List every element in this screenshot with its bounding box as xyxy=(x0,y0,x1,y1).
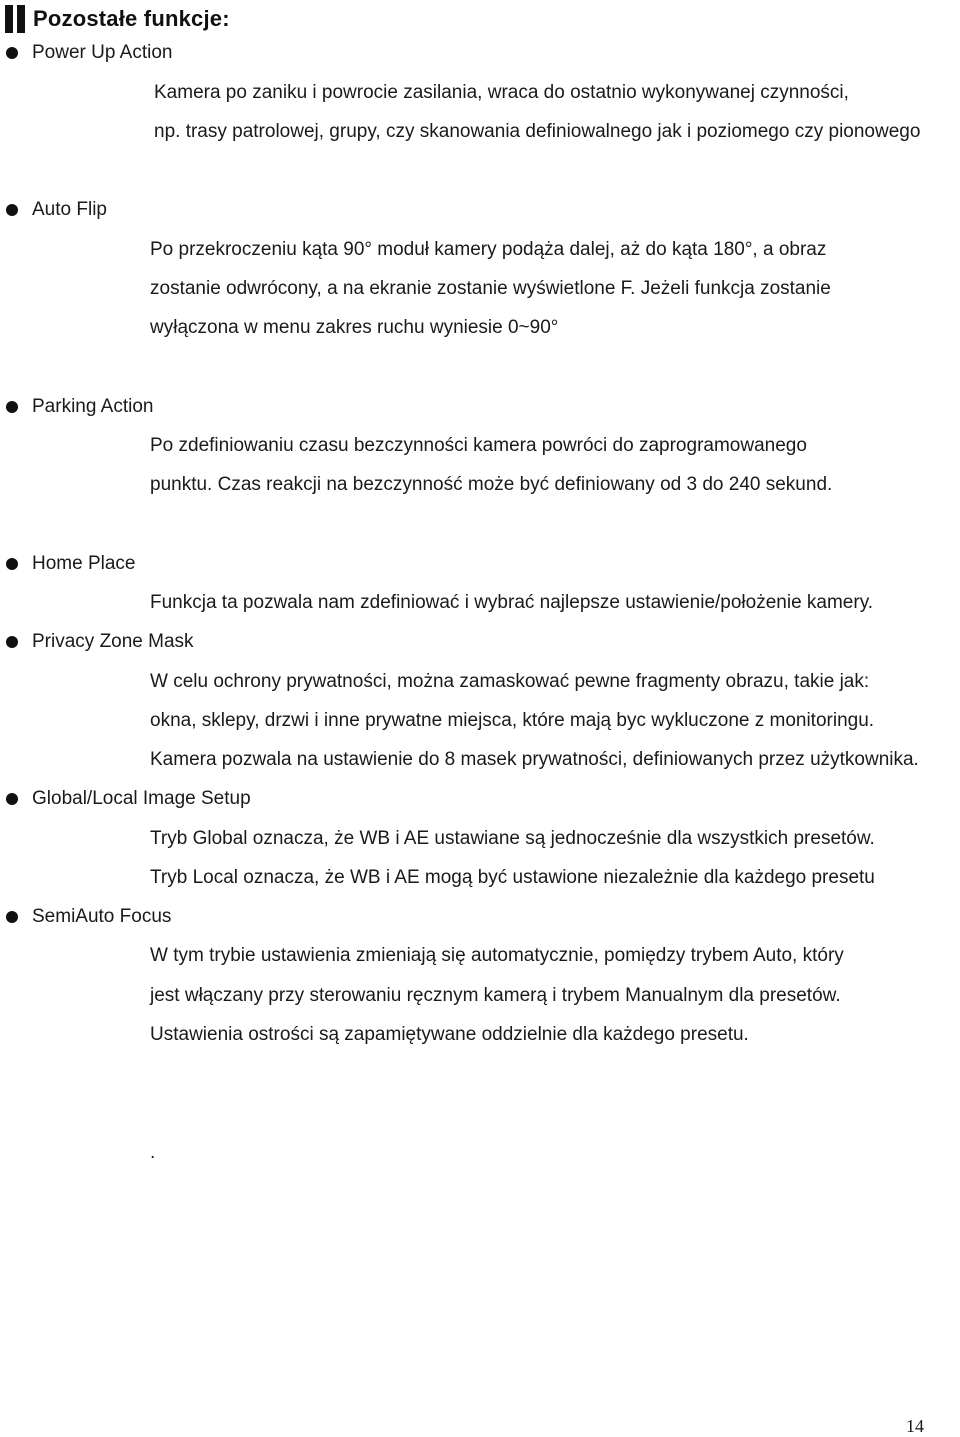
feature-description-line: Po zdefiniowaniu czasu bezczynności kamera powróci do zaprogramowanego xyxy=(150,435,807,456)
feature-label: SemiAuto Focus xyxy=(32,906,172,927)
feature-description-line: Tryb Local oznacza, że WB i AE mogą być ustawione niezależnie dla każdego presetu xyxy=(150,867,875,888)
feature-description-line: W celu ochrony prywatności, można zamaskować pewne fragmenty obrazu, takie jak: xyxy=(150,671,870,692)
bullet-icon xyxy=(6,911,18,923)
bullet-icon xyxy=(6,793,18,805)
header-bars-icon xyxy=(5,5,25,33)
feature-label: Home Place xyxy=(32,553,136,574)
bullet-icon xyxy=(6,47,18,59)
feature-description-line: np. trasy patrolowej, grupy, czy skanowania definiowalnego jak i poziomego czy pionowego xyxy=(154,121,921,142)
feature-description-line: Tryb Global oznacza, że WB i AE ustawiane są jednocześnie dla wszystkich presetów. xyxy=(150,828,875,849)
feature-description-line: Po przekroczeniu kąta 90° moduł kamery podąża dalej, aż do kąta 180°, a obraz xyxy=(150,239,827,260)
trailing-mark: . xyxy=(150,1142,156,1163)
feature-label: Parking Action xyxy=(32,396,154,417)
feature-label: Power Up Action xyxy=(32,42,173,63)
feature-label: Privacy Zone Mask xyxy=(32,631,194,652)
bullet-icon xyxy=(6,558,18,570)
section-header xyxy=(5,4,230,34)
bullet-icon xyxy=(6,204,18,216)
feature-description-line: jest włączany przy sterowaniu ręcznym kamerą i trybem Manualnym dla presetów. xyxy=(150,985,841,1006)
feature-description-line: okna, sklepy, drzwi i inne prywatne miejsca, które mają byc wykluczone z monitoringu. xyxy=(150,710,875,731)
feature-semiauto-focus xyxy=(6,905,171,929)
feature-description-line: wyłączona w menu zakres ruchu wyniesie 0~90° xyxy=(150,317,559,338)
feature-description-line: Kamera po zaniku i powrocie zasilania, wraca do ostatnio wykonywanej czynności, xyxy=(154,82,849,103)
page-number: 14 xyxy=(906,1416,924,1436)
feature-home-place xyxy=(6,552,136,576)
bullet-icon xyxy=(6,401,18,413)
feature-label: Global/Local Image Setup xyxy=(32,788,251,809)
feature-description-line: Kamera pozwala na ustawienie do 8 masek prywatności, definiowanych przez użytkownika. xyxy=(150,749,919,770)
feature-global-local-image-setup xyxy=(6,787,251,811)
page-title: Pozostałe funkcje: xyxy=(33,6,230,31)
feature-description-line: Ustawienia ostrości są zapamiętywane oddzielnie dla każdego presetu. xyxy=(150,1024,749,1045)
feature-power-up-action xyxy=(6,41,172,65)
feature-label: Auto Flip xyxy=(32,199,107,220)
feature-description-line: zostanie odwrócony, a na ekranie zostanie wyświetlone F. Jeżeli funkcja zostanie xyxy=(150,278,831,299)
feature-parking-action xyxy=(6,395,153,419)
feature-description-line: W tym trybie ustawienia zmieniają się automatycznie, pomiędzy trybem Auto, który xyxy=(150,945,844,966)
feature-description-line: Funkcja ta pozwala nam zdefiniować i wybrać najlepsze ustawienie/położenie kamery. xyxy=(150,592,874,613)
bullet-icon xyxy=(6,636,18,648)
feature-privacy-zone-mask xyxy=(6,630,194,654)
feature-description-line: punktu. Czas reakcji na bezczynność może być definiowany od 3 do 240 sekund. xyxy=(150,474,833,495)
feature-auto-flip xyxy=(6,198,107,222)
